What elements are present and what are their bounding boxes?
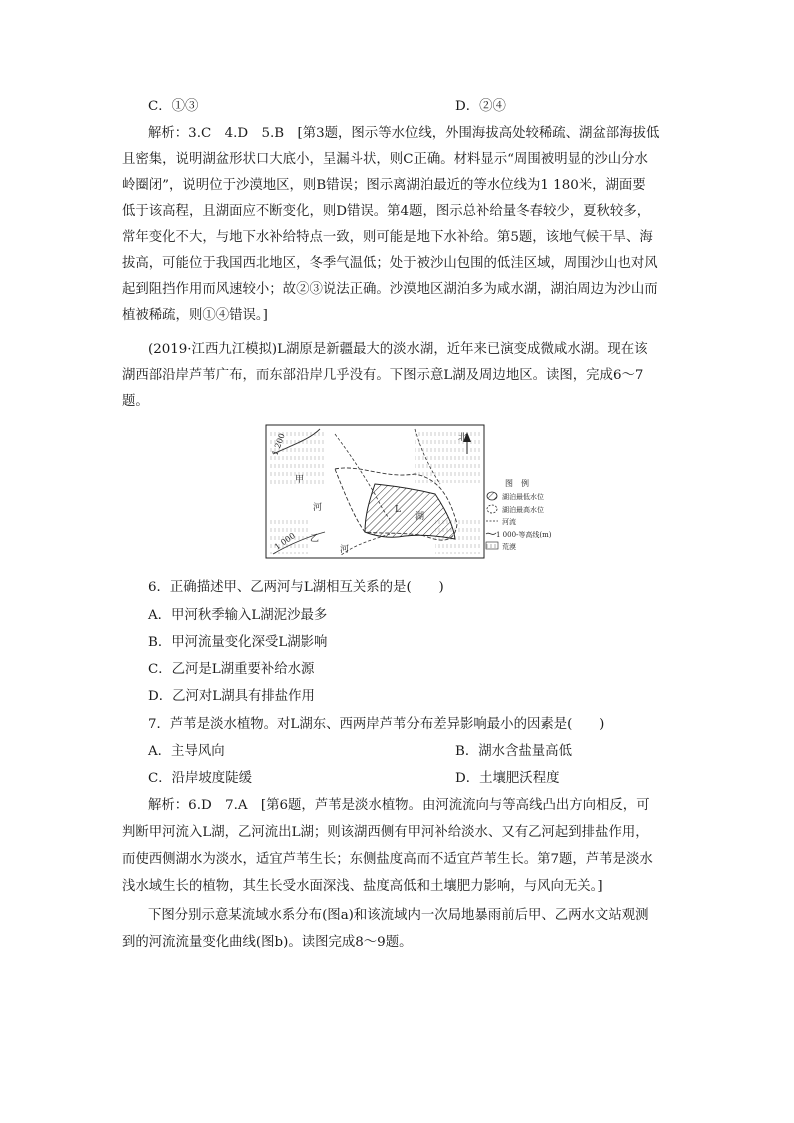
analysis-line: 植被稀疏，则①④错误。] [122,308,268,323]
label-lake-hu: 湖 [415,512,425,522]
option-c: C．乙河是L湖重要补给水源 [148,662,315,677]
legend-title: 图 例 [505,479,529,488]
desert-area [415,428,480,483]
option-a: A．甲河秋季输入L湖泥沙最多 [148,608,328,623]
analysis-line: 岭圈闭”，说明位于沙漠地区，则B错误；图示离湖泊最近的等水位线为1 180米，湖面要 [122,178,646,193]
legend-item-max: 湖泊最高水位 [502,506,544,514]
option-a: A．主导风向 [148,744,225,759]
analysis-line: 浅水域生长的植物，其生长受水面深浅、盐度高低和土壤肥力影响，与风向无关。] [122,879,603,894]
legend-desert-symbol [486,542,498,549]
legend-min-symbol [487,492,497,500]
legend-item-desert: 荒漠 [502,543,516,551]
legend-max-symbol [487,505,497,513]
intro-line: 题。 [122,394,149,409]
label-lake-l: L [395,505,401,515]
question-stem: 7．芦苇是淡水植物。对L湖东、西两岸芦苇分布差异影响最小的因素是( ) [148,717,605,732]
analysis-line: 常年变化不大，与地下水补给特点一致，则可能是地下水补给。第5题，该地气候干旱、海 [122,230,653,245]
label-he-1: 河 [313,503,323,513]
analysis-line: 低于该高程，且湖面应不断变化，则D错误。第4题，图示总补给量冬春较少，夏秋较多， [122,204,651,219]
legend-item-river: 河流 [502,518,516,526]
option-c: C．沿岸坡度陡缓 [148,771,252,786]
north-label: 北 [458,433,468,443]
question-stem: 6．正确描述甲、乙两河与L湖相互关系的是( ) [148,580,444,595]
option-b: B．甲河流量变化深受L湖影响 [148,635,328,650]
legend-contour-symbol [486,533,496,534]
q5-option-d: D．②④ [455,99,506,114]
analysis-line: 且密集，说明湖盆形状口大底小，呈漏斗状，则C正确。材料显示“周围被明显的沙山分水 [122,152,648,167]
contour-1200-label: 1 200 [270,432,287,457]
option-d: D．土壤肥沃程度 [455,771,560,786]
legend-item-contour: 1 000-等高线(m) [496,531,552,539]
intro-line: 下图分别示意某流域水系分布(图a)和该流域内一次局地暴雨前后甲、乙两水文站观测 [148,908,649,923]
analysis-line: 解析：3.C 4.D 5.B [第3题，图示等水位线，外围海拔高处较稀疏、湖盆部海拔低 [148,126,660,141]
analysis-line: 拔高，可能位于我国西北地区，冬季气温低；处于被沙山包围的低洼区域，周围沙山也对风 [122,256,658,271]
analysis-line: 判断甲河流入L湖，乙河流出L湖；则该湖西侧有甲河补给淡水、又有乙河起到排盐作用， [122,825,649,840]
contour-1000-label: 1 000 [272,531,297,552]
q5-option-c: C．①③ [148,99,199,114]
label-he-2: 河 [340,545,350,555]
analysis-line: 解析：6.D 7.A [第6题，芦苇是淡水植物。由河流流向与等高线凸出方向相反，可 [148,798,650,813]
label-yi: 乙 [310,534,320,544]
intro-line: 到的河流流量变化曲线(图b)。读图完成8～9题。 [122,935,413,950]
legend-item-min: 湖泊最低水位 [502,493,544,501]
lake-l-map [265,424,565,559]
intro-line: 湖西部沿岸芦苇广布，而东部沿岸几乎没有。下图示意L湖及周边地区。读图，完成6～7 [122,368,644,383]
analysis-line: 起到阻挡作用而风速较小；故②③说法正确。沙漠地区湖泊多为咸水湖，湖泊周边为沙山而 [122,282,658,297]
option-d: D．乙河对L湖具有排盐作用 [148,689,315,704]
label-jia: 甲 [295,475,305,485]
option-b: B．湖水含盐量高低 [455,744,572,759]
intro-line: (2019·江西九江模拟)L湖原是新疆最大的淡水湖，近年来已演变成微咸水湖。现在该 [148,342,648,357]
analysis-line: 而使西侧湖水为淡水，适宜芦苇生长；东侧盐度高而不适宜芦苇生长。第7题，芦苇是淡水 [122,852,653,867]
